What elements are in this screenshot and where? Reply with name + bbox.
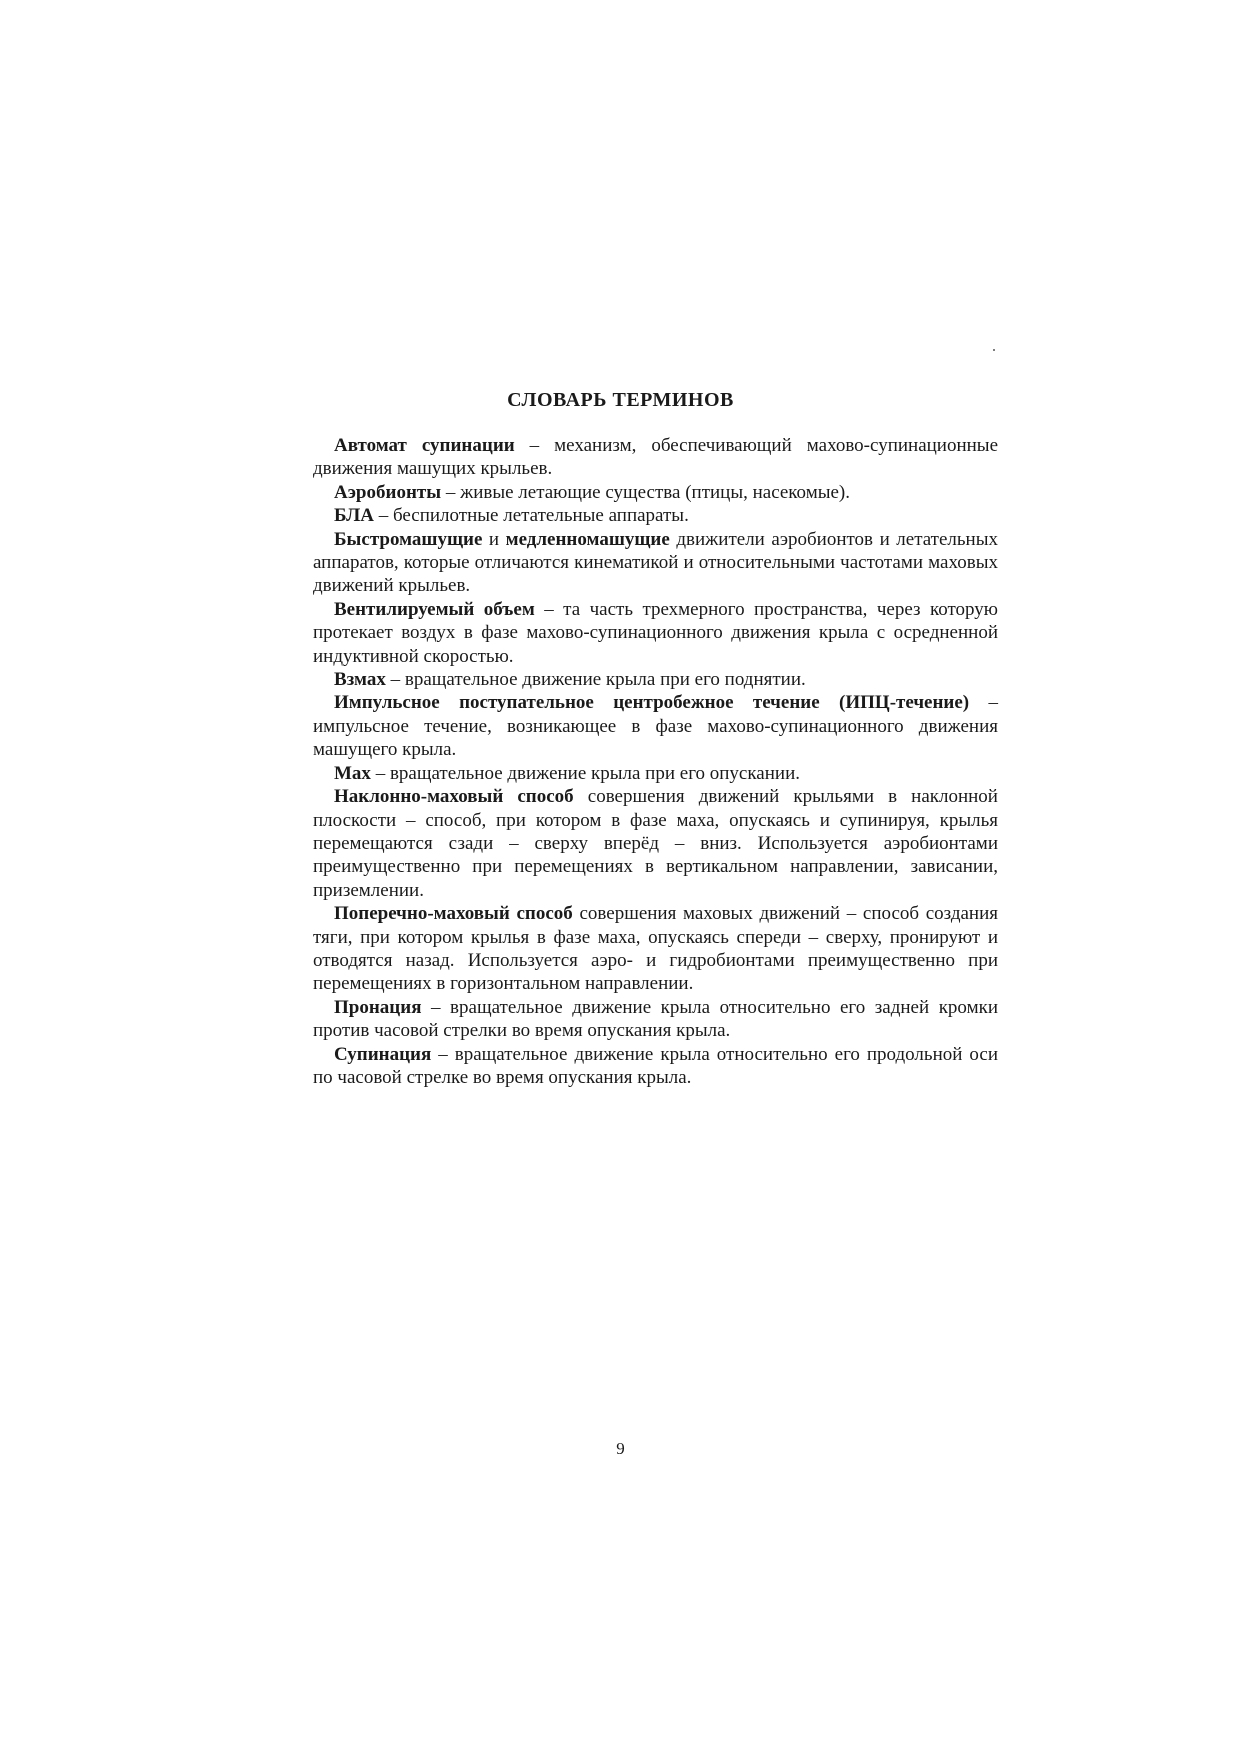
glossary-term: Взмах (334, 669, 386, 691)
glossary-entry (313, 598, 998, 668)
glossary-term: медленномашущие (505, 528, 670, 550)
glossary-term: Супинация (334, 1043, 432, 1065)
glossary-connector: и (482, 528, 506, 550)
glossary-term: Быстромашущие (334, 528, 483, 550)
glossary-definition: – вращательное движение крыла относительно его задней кромки против часовой стрелки во время опускания крыла. (313, 996, 998, 1042)
glossary-term: БЛА (334, 505, 374, 527)
glossary-entry (313, 691, 998, 761)
glossary (313, 434, 998, 1089)
glossary-term: Поперечно-маховый способ (334, 903, 573, 925)
glossary-definition: – механизм, обеспечивающий махово-супинационные движения машущих крыльев. (313, 435, 998, 480)
glossary-entry (313, 762, 998, 785)
glossary-definition: – вращательное движение крыла при его опускании. (370, 762, 800, 784)
glossary-definition: – живые летающие существа (птицы, насекомые). (441, 481, 850, 503)
page-title: СЛОВАРЬ ТЕРМИНОВ (507, 389, 734, 411)
glossary-term: Автомат супинации (334, 435, 515, 456)
glossary-term: Аэробионты (334, 481, 442, 503)
glossary-term: Вентилируемый объем (334, 598, 535, 620)
glossary-term: Наклонно-маховый способ (334, 786, 574, 808)
glossary-definition: – беспилотные летательные аппараты. (373, 505, 689, 527)
glossary-definition: – импульсное течение, возникающее в фазе махово-супинационного движения машущего крыла. (313, 692, 998, 761)
glossary-entry (313, 1043, 998, 1090)
glossary-entry (313, 481, 998, 504)
glossary-term: Пронация (334, 996, 422, 1018)
glossary-entry (313, 902, 998, 996)
glossary-entry (313, 668, 998, 691)
glossary-entry (313, 785, 998, 902)
glossary-term: Мах (334, 762, 371, 784)
glossary-term: Импульсное поступательное центробежное течение (ИПЦ-течение) (334, 692, 970, 714)
glossary-definition: – вращательное движение крыла относительно его продольной оси по часовой стрелке во время опускания крыла. (313, 1043, 998, 1088)
glossary-definition: – та часть трехмерного пространства, через которую протекает воздух в фазе махово-супинационного движения крыла с осредненной индуктивной скоростью. (313, 598, 998, 667)
glossary-definition: – вращательное движение крыла при его поднятии. (385, 669, 806, 691)
glossary-entry (313, 434, 998, 481)
glossary-entry (313, 528, 998, 598)
page-number: 9 (616, 1439, 625, 1458)
glossary-definition: совершения маховых движений – способ создания тяги, при котором крылья в фазе маха, опускаясь спереди – сверху, пронируют и отводятся назад. Используется аэро- и гидробионтами преимущественно при перемещениях в горизонтальном направлении. (313, 903, 998, 995)
scan-speck (993, 349, 995, 351)
glossary-definition: движители аэробионтов и летательных аппаратов, которые отличаются кинематикой и относительными частотами маховых движений крыльев. (313, 528, 998, 597)
glossary-entry (313, 996, 998, 1043)
glossary-entry (313, 504, 998, 527)
glossary-definition: совершения движений крыльями в наклонной плоскости – способ, при котором в фазе маха, опускаясь и супинируя, крылья перемещаются сзади – сверху вперёд – вниз. Используется аэробионтами преимущественно при перемещениях в вертикальном направлении, зависании, приземлении. (313, 786, 998, 901)
